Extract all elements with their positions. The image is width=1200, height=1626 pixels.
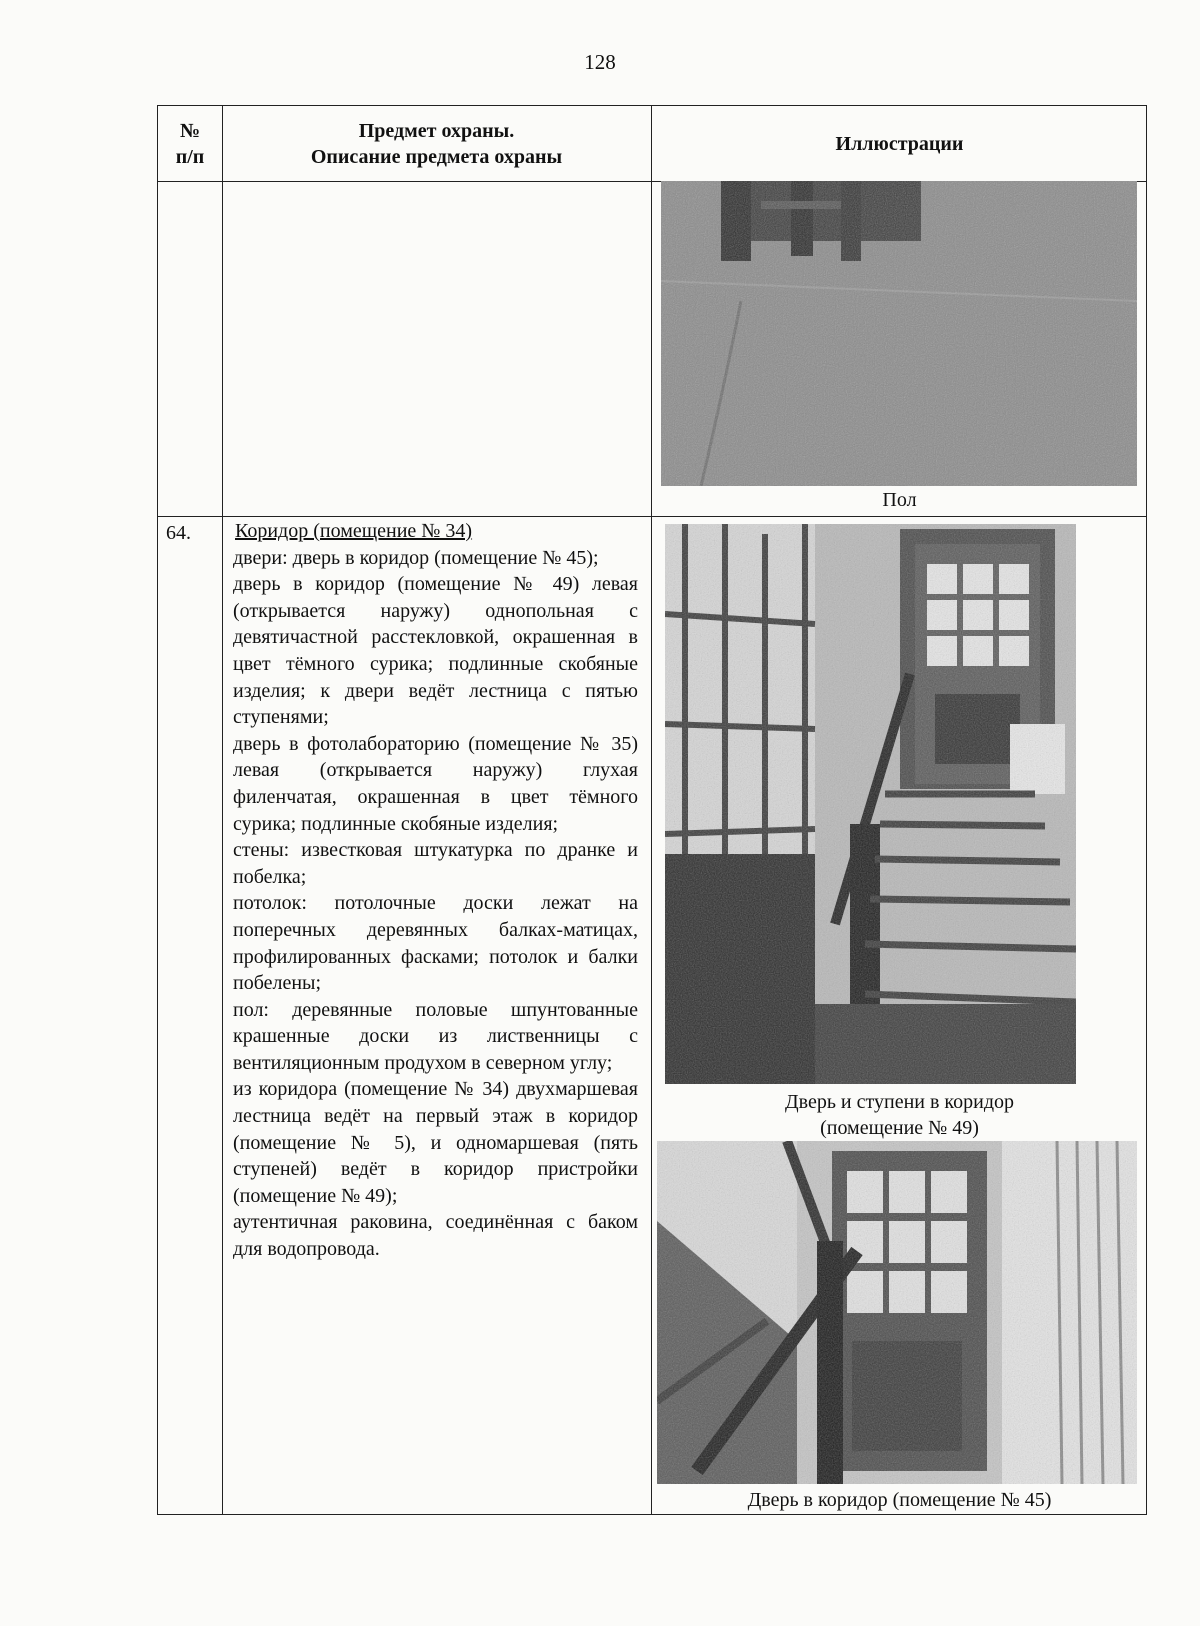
door-steps-photo [665, 524, 1076, 1084]
caption-door-steps [651, 1089, 1148, 1141]
caption-door-steps-line-2: (помещение № 49) [820, 1117, 979, 1139]
description-item: из коридора (помещение № 34) двухмаршевая лестница ведёт на первый этаж в коридор (помещение № 5), и одномаршевая (пять ступеней) ведёт в коридор пристройки (помещение № 49); [233, 1078, 638, 1207]
table-row-divider [158, 516, 1146, 517]
description-item: аутентичная раковина, соединённая с баком для водопровода. [233, 1211, 638, 1261]
description-item: двери: дверь в коридор (помещение № 45); [233, 546, 599, 569]
header-subject [222, 106, 651, 181]
header-subject-line-1: Предмет охраны. [358, 119, 515, 142]
description-item: пол: деревянные половые шпунтованные крашенные доски из лиственницы с вентиляционным продухом в северном углу; [233, 998, 638, 1074]
header-subject-line-2: Описание предмета охраны [310, 145, 563, 168]
header-number [158, 106, 222, 181]
row-description [233, 518, 638, 1263]
description-item: дверь в коридор (помещение № 49) левая (открывается наружу) однопольная с девятичастной расстекловкой, окрашенная в цвет тёмного сурика; подлинные скобяные изделия; к двери ведёт лестница с пятью ступенями; [233, 573, 638, 729]
caption-corridor-door: Дверь в коридор (помещение № 45) [747, 1489, 1052, 1511]
table-column-divider [222, 106, 223, 1514]
header-number-line-2: п/п [175, 145, 205, 168]
description-item: дверь в фотолабораторию (помещение № 35) левая (открывается наружу) глухая филенчатая, окрашенная в цвет тёмного сурика; подлинные скобяные изделия; [233, 732, 638, 835]
header-number-line-1: № [179, 119, 201, 142]
corridor-door-photo [657, 1141, 1137, 1484]
row-number: 64. [166, 522, 191, 544]
page-number: 128 [584, 50, 616, 74]
caption-door-steps-line-1: Дверь и ступени в коридор [784, 1091, 1015, 1113]
caption-floor: Пол [882, 489, 917, 511]
description-item: потолок: потолочные доски лежат на поперечных деревянных балках-матицах, профилированных фасками; потолок и балки побелены; [233, 892, 638, 995]
header-illustrations: Иллюстрации [835, 132, 964, 155]
description-item: стены: известковая штукатурка по дранке и побелка; [233, 839, 638, 888]
table-column-divider [651, 106, 652, 1514]
floor-photo [661, 181, 1137, 486]
row-title: Коридор (помещение № 34) [235, 520, 473, 542]
